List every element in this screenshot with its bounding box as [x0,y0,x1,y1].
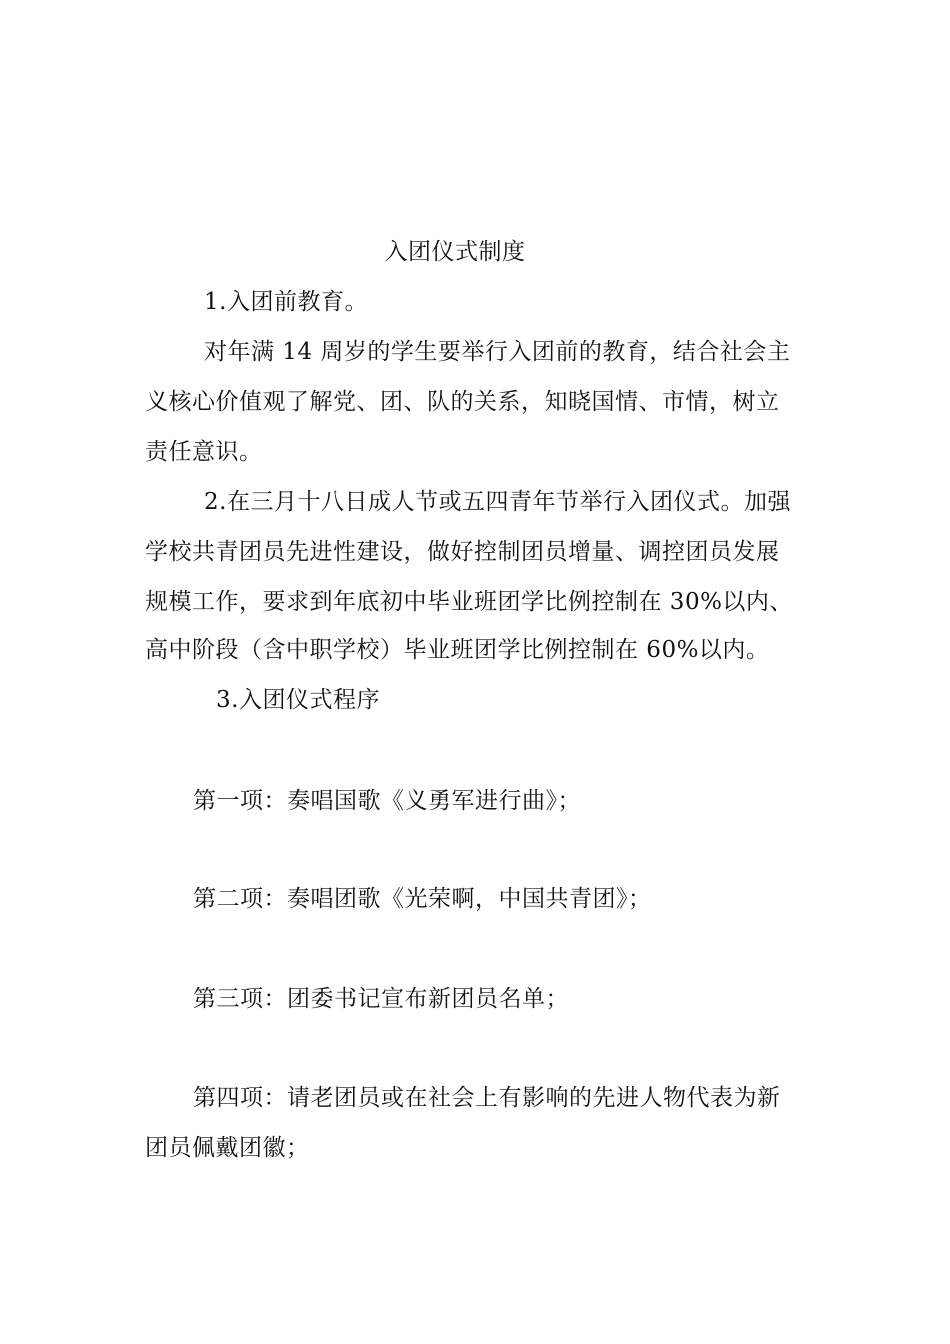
section-2-line-1: 2.在三月十八日成人节或五四青年节举行入团仪式。加强 [204,489,791,515]
section-1-heading: 1.入团前教育。 [204,289,368,315]
section-2-line-2: 学校共青团员先进性建设，做好控制团员增量、调控团员发展 [145,539,780,565]
section-3-heading: 3.入团仪式程序 [216,687,380,713]
section-1-line-2: 义核心价值观了解党、团、队的关系，知晓国情、市情，树立 [145,389,780,415]
section-1-line-1: 对年满 14 周岁的学生要举行入团前的教育，结合社会主 [204,339,791,365]
section-2-line-4: 高中阶段（含中职学校）毕业班团学比例控制在 60%以内。 [145,637,770,663]
procedure-item-4: 第四项：请老团员或在社会上有影响的先进人物代表为新 [193,1085,781,1111]
procedure-item-1: 第一项：奏唱国歌《义勇军进行曲》； [193,788,581,814]
section-1-line-3: 责任意识。 [145,439,263,465]
procedure-item-2: 第二项：奏唱团歌《光荣啊，中国共青团》； [193,886,652,912]
procedure-item-4-continued: 团员佩戴团徽； [145,1135,310,1161]
section-2-line-3: 规模工作，要求到年底初中毕业班团学比例控制在 30%以内、 [145,589,793,615]
document-title: 入团仪式制度 [384,239,526,265]
procedure-item-3: 第三项：团委书记宣布新团员名单； [193,986,569,1012]
